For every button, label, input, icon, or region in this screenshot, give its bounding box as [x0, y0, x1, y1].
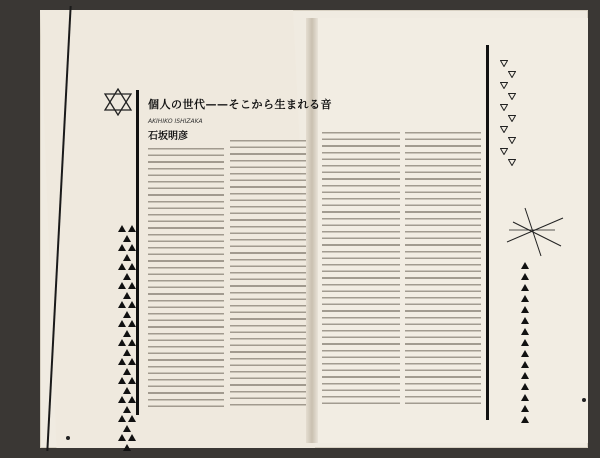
triangle-up-icon: [521, 328, 529, 335]
triangle-up-icon: [128, 358, 136, 365]
triangle-down-icon: [500, 126, 508, 133]
triangle-up-icon: [118, 263, 126, 270]
author-name: 石坂明彦: [148, 131, 188, 142]
triangle-up-icon: [118, 434, 126, 441]
triangle-up-icon: [123, 368, 131, 375]
triangle-up-icon: [521, 416, 529, 423]
triangle-up-icon: [128, 396, 136, 403]
triangle-up-icon: [128, 282, 136, 289]
triangle-up-icon: [128, 434, 136, 441]
triangle-up-icon: [128, 415, 136, 422]
triangle-up-icon: [123, 273, 131, 280]
triangle-down-icon: [508, 115, 516, 122]
triangle-up-icon: [123, 254, 131, 261]
triangle-up-icon: [123, 349, 131, 356]
triangle-up-icon: [123, 406, 131, 413]
triangle-up-icon: [521, 350, 529, 357]
article-title: 個人の世代——そこから生まれる音: [148, 98, 332, 111]
triangle-down-icon: [500, 104, 508, 111]
triangle-up-icon: [123, 387, 131, 394]
triangle-up-icon: [128, 377, 136, 384]
triangle-up-icon: [128, 225, 136, 232]
triangle-down-icon: [508, 71, 516, 78]
triangle-up-icon: [118, 415, 126, 422]
triangle-up-icon: [521, 317, 529, 324]
triangle-up-icon: [521, 383, 529, 390]
triangle-up-icon: [128, 320, 136, 327]
triangle-up-icon: [118, 377, 126, 384]
triangle-up-icon: [123, 292, 131, 299]
triangle-up-icon: [123, 330, 131, 337]
triangle-up-icon: [118, 282, 126, 289]
triangle-up-icon: [118, 320, 126, 327]
triangle-up-icon: [521, 361, 529, 368]
triangle-up-icon: [118, 358, 126, 365]
triangle-up-icon: [123, 425, 131, 432]
triangle-down-icon: [508, 159, 516, 166]
page-gutter: [306, 18, 318, 443]
triangle-up-icon: [521, 295, 529, 302]
triangle-up-icon: [123, 444, 131, 451]
triangle-down-icon: [500, 148, 508, 155]
author-romaji: AKIHIKO ISHIZAKA: [148, 118, 203, 125]
page-dot-right: [582, 398, 586, 402]
triangle-up-icon: [128, 339, 136, 346]
triangle-down-icon: [500, 82, 508, 89]
text-column-4: [405, 132, 481, 407]
triangle-up-icon: [521, 394, 529, 401]
text-column-3: [322, 132, 400, 407]
triangle-down-icon: [508, 93, 516, 100]
triangle-up-icon: [521, 262, 529, 269]
triangle-up-icon: [128, 244, 136, 251]
text-column-2: [230, 140, 306, 410]
triangle-up-icon: [118, 225, 126, 232]
left-rule: [136, 90, 139, 415]
triangle-up-icon: [123, 235, 131, 242]
right-rule: [486, 45, 489, 420]
triangle-up-icon: [118, 301, 126, 308]
triangle-up-icon: [123, 311, 131, 318]
triangle-up-icon: [521, 372, 529, 379]
triangle-up-icon: [118, 339, 126, 346]
triangle-up-icon: [521, 273, 529, 280]
spark-lines-icon: [505, 200, 565, 260]
triangle-up-icon: [128, 301, 136, 308]
triangle-down-icon: [500, 60, 508, 67]
text-column-1: [148, 148, 224, 410]
triangle-up-icon: [118, 396, 126, 403]
triangle-up-icon: [521, 339, 529, 346]
triangle-up-icon: [128, 263, 136, 270]
triangle-up-icon: [521, 405, 529, 412]
triangle-up-icon: [118, 244, 126, 251]
hexagram-icon: [103, 88, 133, 116]
triangle-up-icon: [521, 306, 529, 313]
page-dot-left: [66, 436, 70, 440]
triangle-down-icon: [508, 137, 516, 144]
triangle-up-icon: [521, 284, 529, 291]
